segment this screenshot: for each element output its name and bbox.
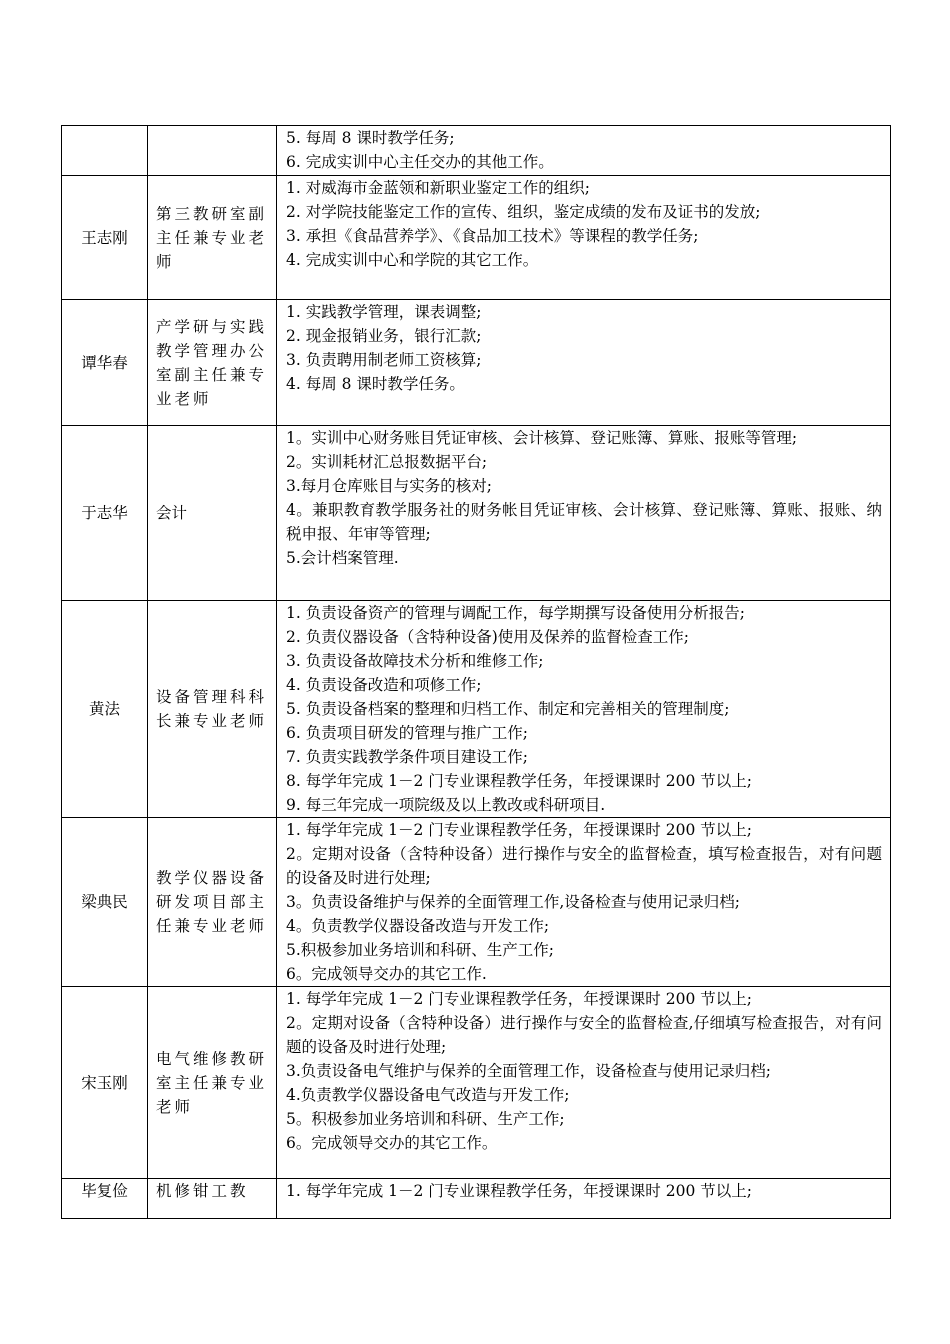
duty-item: 4. 每周 8 课时教学任务。 (286, 375, 465, 393)
duty-item: 3.每月仓库账目与实务的核对; (286, 477, 493, 495)
duty-item: 4。兼职教育教学服务社的财务帐目凭证审核、会计核算、登记账簿、算账、报账、纳税申报、年审等管理; (286, 501, 882, 543)
duty-item: 8. 每学年完成 1－2 门专业课程教学任务，年授课课时 200 节以上; (286, 772, 752, 790)
duty-item: 4. 负责设备改造和项修工作; (286, 676, 482, 694)
staff-name: 梁典民 (62, 818, 148, 987)
duty-item: 2. 现金报销业务，银行汇款; (286, 327, 482, 345)
duty-item: 5.积极参加业务培训和科研、生产工作; (286, 941, 555, 959)
duty-item: 3。负责设备维护与保养的全面管理工作,设备检查与使用记录归档; (286, 893, 741, 911)
staff-position (148, 126, 277, 176)
staff-name: 谭华春 (62, 300, 148, 426)
duty-item: 6。完成领导交办的其它工作。 (286, 1134, 498, 1152)
staff-name (62, 126, 148, 176)
duty-item: 1. 每学年完成 1－2 门专业课程教学任务，年授课课时 200 节以上; (286, 1182, 752, 1200)
duty-item: 3.负责设备电气维护与保养的全面管理工作，设备检查与使用记录归档; (286, 1062, 772, 1080)
duty-item: 5. 每周 8 课时教学任务; (286, 129, 455, 147)
duty-item: 4。负责教学仪器设备改造与开发工作; (286, 917, 550, 935)
staff-name: 黄法 (62, 601, 148, 818)
duty-item: 1. 实践教学管理，课表调整; (286, 303, 482, 321)
table-row (62, 300, 891, 426)
staff-name: 于志华 (62, 426, 148, 601)
staff-duties (277, 300, 891, 426)
staff-duties (277, 1179, 891, 1219)
duty-item: 9. 每三年完成一项院级及以上教改或科研项目. (286, 796, 606, 814)
table-row (62, 126, 891, 176)
duty-item: 5。积极参加业务培训和科研、生产工作; (286, 1110, 565, 1128)
duty-item: 1. 对威海市金蓝领和新职业鉴定工作的组织; (286, 179, 590, 197)
duty-item: 2。定期对设备（含特种设备）进行操作与安全的监督检查，填写检查报告，对有问题的设备及时进行处理; (286, 845, 882, 887)
duty-item: 6. 完成实训中心主任交办的其他工作。 (286, 153, 554, 171)
staff-position: 教学仪器设备研发项目部主任兼专业老师 (148, 818, 277, 987)
duty-item: 6。完成领导交办的其它工作. (286, 965, 487, 983)
staff-position: 产学研与实践教学管理办公室副主任兼专业老师 (148, 300, 277, 426)
staff-duties (277, 601, 891, 818)
duty-item: 3. 负责设备故障技术分析和维修工作; (286, 652, 544, 670)
staff-duty-table (61, 125, 891, 1219)
duty-item: 5.会计档案管理. (286, 549, 399, 567)
duty-item: 1. 负责设备资产的管理与调配工作，每学期撰写设备使用分析报告; (286, 604, 745, 622)
duty-item: 7. 负责实践教学条件项目建设工作; (286, 748, 528, 766)
duty-item: 3. 承担《食品营养学》、《食品加工技术》等课程的教学任务; (286, 227, 699, 245)
table-row (62, 426, 891, 601)
staff-position: 会计 (148, 426, 277, 601)
duty-item: 1。实训中心财务账目凭证审核、会计核算、登记账簿、算账、报账等管理; (286, 429, 798, 447)
duty-item: 6. 负责项目研发的管理与推广工作; (286, 724, 528, 742)
staff-duties (277, 818, 891, 987)
table-row (62, 176, 891, 300)
table-row (62, 1179, 891, 1219)
staff-position: 机修钳工教 (148, 1179, 277, 1219)
staff-name: 宋玉刚 (62, 987, 148, 1179)
staff-position: 设备管理科科长兼专业老师 (148, 601, 277, 818)
staff-duties (277, 987, 891, 1179)
duty-item: 4. 完成实训中心和学院的其它工作。 (286, 251, 539, 269)
staff-duties (277, 426, 891, 601)
duty-item: 3. 负责聘用制老师工资核算; (286, 351, 482, 369)
staff-name: 毕复俭 (62, 1179, 148, 1219)
table-row (62, 601, 891, 818)
staff-position: 第三教研室副主任兼专业老师 (148, 176, 277, 300)
duty-item: 1. 每学年完成 1－2 门专业课程教学任务，年授课课时 200 节以上; (286, 821, 752, 839)
table-row (62, 818, 891, 987)
staff-duties (277, 176, 891, 300)
duty-item: 1. 每学年完成 1－2 门专业课程教学任务，年授课课时 200 节以上; (286, 990, 752, 1008)
duty-item: 2. 对学院技能鉴定工作的宣传、组织，鉴定成绩的发布及证书的发放; (286, 203, 761, 221)
staff-position: 电气维修教研室主任兼专业老师 (148, 987, 277, 1179)
duty-item: 5. 负责设备档案的整理和归档工作、制定和完善相关的管理制度; (286, 700, 730, 718)
duty-item: 2。定期对设备（含特种设备）进行操作与安全的监督检查,仔细填写检查报告，对有问题的设备及时进行处理; (286, 1014, 882, 1056)
table-row (62, 987, 891, 1179)
staff-name: 王志刚 (62, 176, 148, 300)
staff-duties (277, 126, 891, 176)
duty-item: 2. 负责仪器设备（含特种设备)使用及保养的监督检查工作; (286, 628, 689, 646)
duty-item: 4.负责教学仪器设备电气改造与开发工作; (286, 1086, 570, 1104)
duty-item: 2。实训耗材汇总报数据平台; (286, 453, 488, 471)
